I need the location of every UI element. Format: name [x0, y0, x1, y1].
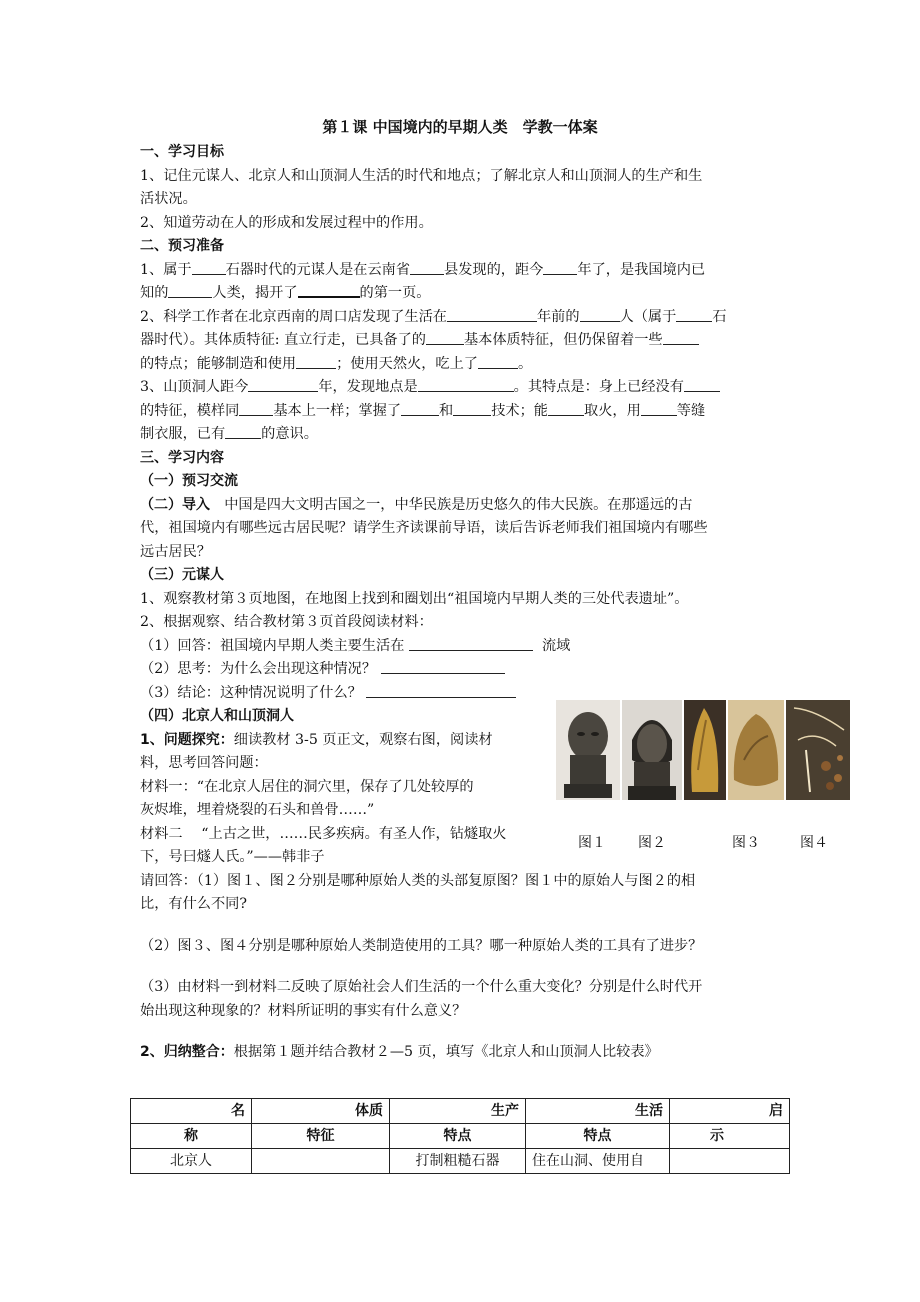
header-cell: 示: [670, 1124, 790, 1149]
table-cell: 打制粗糙石器: [390, 1149, 526, 1174]
question-1: 请回答：（1）图１、图２分别是哪种原始人类的头部复原图？图１中的原始人与图２的相: [140, 872, 696, 889]
prep-q2: 2、科学工作者在北京西南的周口店发现了生活在 年前的 人（属于 石: [140, 308, 727, 325]
blank[interactable]: [543, 260, 577, 275]
figure-caption-2: 图２: [638, 835, 666, 851]
blank[interactable]: [426, 330, 464, 345]
peking-man-bust-image: [556, 700, 620, 800]
blank[interactable]: [478, 354, 518, 369]
blank[interactable]: [580, 307, 620, 322]
blank[interactable]: [168, 283, 212, 298]
bone-needle-ornaments-image: [786, 700, 850, 800]
question-2: （2）图３、图４分别是哪种原始人类制造使用的工具？哪一种原始人类的工具有了进步？: [140, 937, 703, 954]
summary: 2、归纳整合：根据第１题并结合教材２—5 页，填写《北京人和山顶洞人比较表》: [140, 1044, 659, 1060]
question-3-cont: 始出现这种现象的？材料所证明的事实有什么意义？: [140, 1002, 467, 1019]
comparison-table: [130, 1098, 790, 1174]
table-cell: 住在山洞、使用自: [526, 1149, 670, 1174]
stone-chopper-image: [728, 700, 784, 800]
header-cell: 名: [131, 1099, 252, 1124]
blank[interactable]: [192, 260, 226, 275]
blank[interactable]: [418, 377, 514, 392]
blank[interactable]: [409, 636, 533, 651]
table-header-row: [131, 1099, 790, 1124]
header-cell: 特征: [252, 1124, 390, 1149]
header-cell: 特点: [390, 1124, 526, 1149]
blank[interactable]: [447, 307, 537, 322]
page-title: 第１课 中国境内的早期人类 学教一体案: [322, 118, 598, 136]
figure-caption-4: 图４: [800, 835, 828, 851]
figure-caption-3: 图３: [732, 835, 760, 851]
subheading-preview: （一）预习交流: [140, 473, 238, 489]
header-cell: 启: [670, 1099, 790, 1124]
blank[interactable]: [366, 683, 516, 698]
yuanmou-5: （3）结论：这种情况说明了什么？: [140, 682, 785, 706]
header-cell: 生活: [526, 1099, 670, 1124]
prep-q1-cont: 知的 人类，揭开了 的第一页。: [140, 282, 785, 306]
prep-q3: 3、山顶洞人距今 年，发现地点是 。其特点是：身上已经没有: [140, 376, 785, 400]
blank[interactable]: [296, 354, 336, 369]
subheading-yuanmou: （三）元谋人: [140, 567, 224, 583]
blank[interactable]: [676, 307, 712, 322]
prep-q3-cont: 的特征，模样同 基本上一样；掌握了 和 技术；能 取火，用 等缝: [140, 402, 706, 419]
section-heading-content: 三、学习内容: [140, 449, 224, 466]
goal-1: 1、记住元谋人、北京人和山顶洞人生活的时代和地点；了解北京人和山顶洞人的生产和生: [140, 167, 703, 184]
prep-q2-cont2: 的特点；能够制造和使用 ；使用天然火，吃上了 。: [140, 355, 533, 372]
header-cell: 特点: [526, 1124, 670, 1149]
yuanmou-2: 2、根据观察、结合教材第３页首段阅读材料：: [140, 614, 433, 630]
blank[interactable]: [225, 424, 261, 439]
blank[interactable]: [410, 260, 444, 275]
blank[interactable]: [684, 377, 720, 392]
prep-q1: 1、属于 石器时代的元谋人是在云南省 县发现的，距今 年了，是我国境内已: [140, 261, 706, 278]
subheading-peking: （四）北京人和山顶洞人: [140, 708, 294, 724]
header-cell: 称: [131, 1124, 252, 1149]
prep-q3-cont2: 制衣服，已有 的意识。: [140, 426, 318, 442]
table-header-row-2: [131, 1124, 790, 1149]
goal-1-cont: 活状况。: [140, 191, 197, 207]
yuanmou-3: （1）回答：祖国境内早期人类主要生活在 流域: [140, 637, 571, 654]
material-1-cont: 灰烬堆，埋着烧裂的石头和兽骨……”: [140, 802, 375, 818]
question-1-cont: 比，有什么不同?: [140, 896, 247, 912]
blank[interactable]: [298, 282, 360, 298]
inquiry-cont: 料，思考回答问题：: [140, 755, 268, 771]
table-cell[interactable]: [252, 1149, 390, 1174]
upper-cave-man-bust-image: [622, 700, 682, 800]
stone-tool-image: [684, 700, 726, 800]
material-2: 材料二 “上古之世，……民多疾病。有圣人作，钻燧取火: [140, 825, 507, 842]
header-cell: 体质: [252, 1099, 390, 1124]
blank[interactable]: [401, 401, 439, 416]
material-1: 材料一：“在北京人居住的洞穴里，保存了几处较厚的: [140, 778, 474, 795]
table-cell[interactable]: [670, 1149, 790, 1174]
figure-caption-1: 图１: [578, 835, 606, 851]
intro-para-cont2: 远古居民？: [140, 543, 211, 560]
yuanmou-4: （2）思考：为什么会出现这种情况？: [140, 658, 785, 682]
blank[interactable]: [641, 401, 677, 416]
blank[interactable]: [453, 401, 491, 416]
table-row: [131, 1149, 790, 1174]
blank[interactable]: [663, 330, 699, 345]
table-cell: 北京人: [131, 1149, 252, 1174]
intro-para: （二）导入 中国是四大文明古国之一，中华民族是历史悠久的伟大民族。在那遥远的古: [140, 496, 693, 513]
section-heading-prep: 二、预习准备: [140, 238, 224, 254]
blank[interactable]: [381, 659, 505, 674]
blank[interactable]: [548, 401, 584, 416]
prep-q2-cont: 器时代）。其体质特征: 直立行走，已具备了的 基本体质特征，但仍保留着一些: [140, 329, 785, 353]
material-2-cont: 下，号曰燧人氏。”——韩非子: [140, 849, 325, 865]
section-heading-goals: 一、学习目标: [140, 144, 224, 160]
blank[interactable]: [248, 377, 318, 392]
inquiry: 1、问题探究：细读教材 3-5 页正文，观察右图，阅读材: [140, 731, 493, 748]
document-body: [140, 141, 785, 1065]
question-3: （3）由材料一到材料二反映了原始社会人们生活的一个什么重大变化？分别是什么时代开: [140, 979, 703, 995]
intro-para-cont: 代，祖国境内有哪些远古居民呢？请学生齐读课前导语，读后告诉老师我们祖国境内有哪些: [140, 520, 708, 536]
goal-2: 2、知道劳动在人的形成和发展过程中的作用。: [140, 214, 433, 231]
yuanmou-1: 1、观察教材第３页地图，在地图上找到和圈划出“祖国境内早期人类的三处代表遗址”。: [140, 590, 689, 607]
header-cell: 生产: [390, 1099, 526, 1124]
figure-strip: [556, 700, 850, 800]
blank[interactable]: [239, 401, 273, 416]
